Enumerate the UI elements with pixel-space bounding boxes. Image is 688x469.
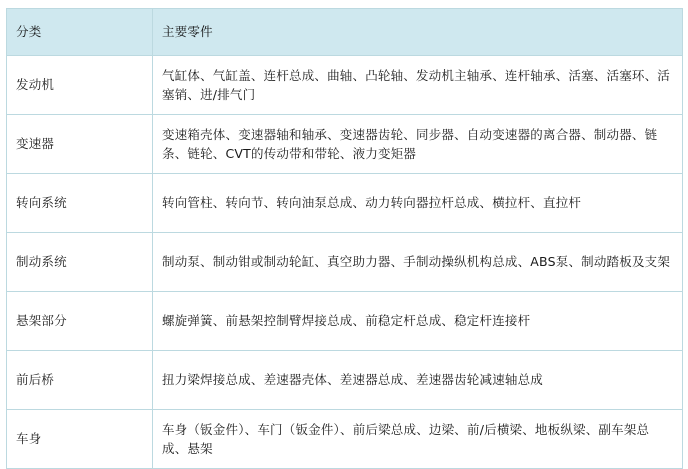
cell-parts: 螺旋弹簧、前悬架控制臂焊接总成、前稳定杆总成、稳定杆连接杆 [153,292,683,351]
table-row [7,56,683,115]
table-row [7,292,683,351]
column-header-parts: 主要零件 [153,9,683,56]
table-row [7,174,683,233]
parts-table [6,8,683,469]
cell-category: 前后桥 [7,351,153,410]
cell-parts: 变速箱壳体、变速器轴和轴承、变速器齿轮、同步器、自动变速器的离合器、制动器、链条、链轮、CVT的传动带和带轮、液力变矩器 [153,115,683,174]
column-header-category: 分类 [7,9,153,56]
cell-category: 变速器 [7,115,153,174]
cell-parts: 车身（钣金件）、车门（钣金件）、前后梁总成、边梁、前/后横梁、地板纵梁、副车架总成、悬架 [153,410,683,469]
table-header [7,9,683,56]
table-header-row [7,9,683,56]
table-row [7,115,683,174]
cell-category: 车身 [7,410,153,469]
table-body [7,56,683,469]
cell-parts: 转向管柱、转向节、转向油泵总成、动力转向器拉杆总成、横拉杆、直拉杆 [153,174,683,233]
table-row [7,233,683,292]
cell-parts: 气缸体、气缸盖、连杆总成、曲轴、凸轮轴、发动机主轴承、连杆轴承、活塞、活塞环、活塞销、进/排气门 [153,56,683,115]
cell-parts: 扭力梁焊接总成、差速器壳体、差速器总成、差速器齿轮减速轴总成 [153,351,683,410]
cell-category: 制动系统 [7,233,153,292]
cell-parts: 制动泵、制动钳或制动轮缸、真空助力器、手制动操纵机构总成、ABS泵、制动踏板及支架 [153,233,683,292]
table-row [7,351,683,410]
cell-category: 悬架部分 [7,292,153,351]
cell-category: 发动机 [7,56,153,115]
table-row [7,410,683,469]
cell-category: 转向系统 [7,174,153,233]
